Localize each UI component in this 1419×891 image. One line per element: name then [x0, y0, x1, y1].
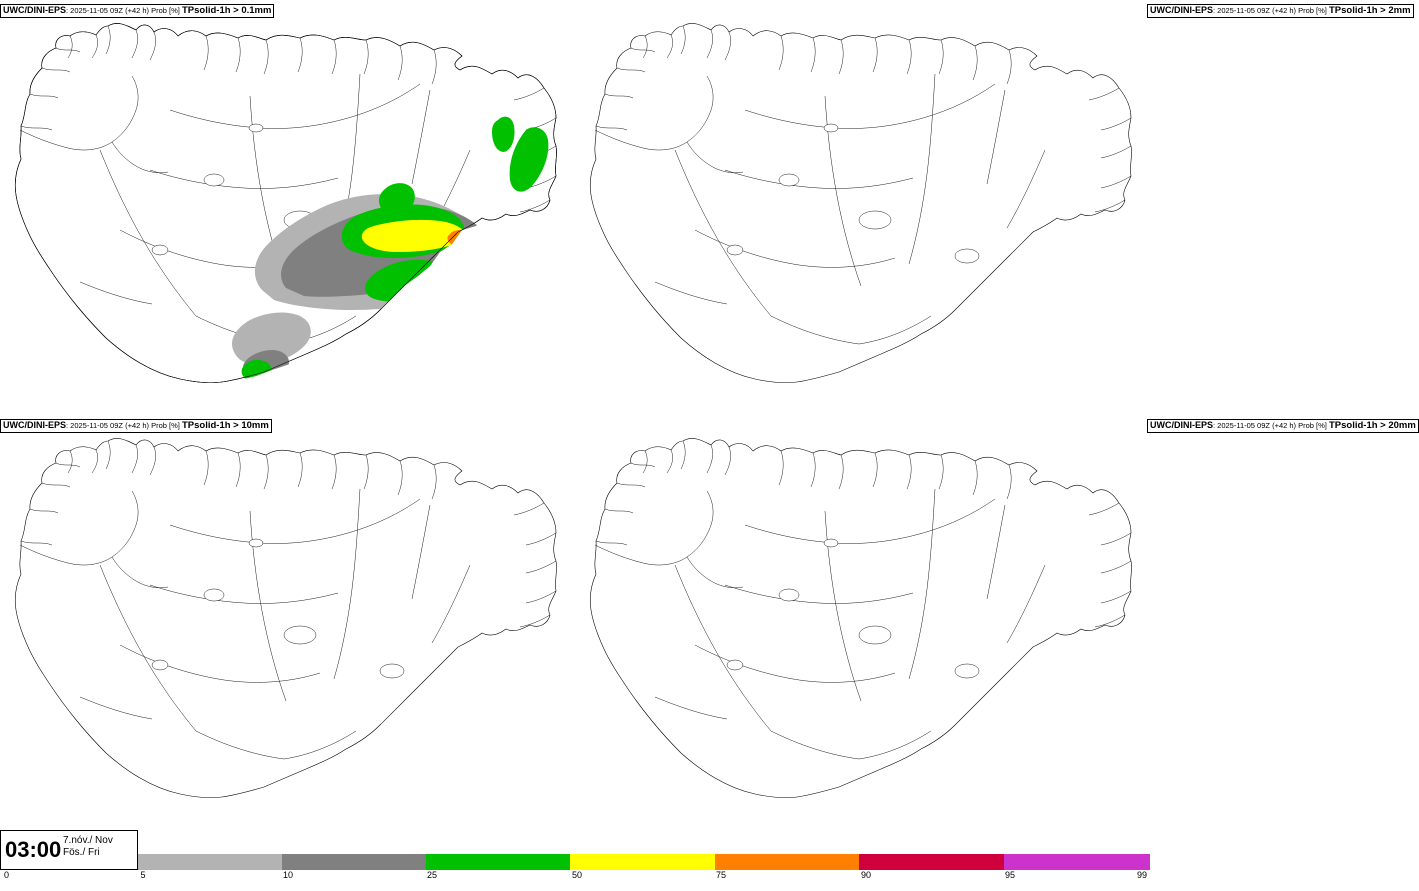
- colorbar-tick-90: 90: [860, 870, 872, 880]
- panel-tpsolid-0p1mm[interactable]: [0, 0, 575, 415]
- colorbar: [138, 854, 1150, 870]
- map-iceland-2mm: [575, 0, 1150, 415]
- forecast-meta: : 2025-11-05 09Z (+42 h) Prob [%]: [66, 421, 182, 430]
- valid-time: 03:00: [5, 837, 62, 862]
- colorbar-segment-50: [570, 854, 715, 870]
- threshold-label: TPsolid-1h > 0.1mm: [181, 5, 272, 16]
- panel-title-3: [1147, 419, 1419, 433]
- valid-time-box: [0, 830, 138, 870]
- forecast-meta: : 2025-11-05 09Z (+42 h) Prob [%]: [1213, 421, 1329, 430]
- colorbar-tick-99: 99: [1136, 870, 1148, 880]
- colorbar-segment-95: [1004, 854, 1150, 870]
- valid-date-line1: 7.nóv./ Nov: [63, 835, 113, 846]
- colorbar-tick-75: 75: [715, 870, 727, 880]
- forecast-meta: : 2025-11-05 09Z (+42 h) Prob [%]: [66, 6, 182, 15]
- colorbar-segment-5: [138, 854, 282, 870]
- colorbar-segment-25: [426, 854, 570, 870]
- colorbar-tick-25: 25: [426, 870, 438, 880]
- model-name: UWC/DINI-EPS: [1150, 420, 1213, 430]
- valid-date-line2: Fös./ Fri: [63, 847, 100, 858]
- forecast-meta: : 2025-11-05 09Z (+42 h) Prob [%]: [1213, 6, 1329, 15]
- map-iceland-20mm: [575, 415, 1150, 830]
- model-name: UWC/DINI-EPS: [3, 5, 66, 15]
- colorbar-tick-95: 95: [1004, 870, 1016, 880]
- colorbar-tick-50: 50: [571, 870, 583, 880]
- panel-title-1: [1147, 4, 1414, 18]
- footer: [0, 830, 1150, 891]
- coastline: [590, 438, 1131, 797]
- colorbar-tick-5: 5: [140, 870, 146, 880]
- map-iceland-10mm: [0, 415, 575, 830]
- panel-tpsolid-20mm[interactable]: [575, 415, 1416, 830]
- model-name: UWC/DINI-EPS: [1150, 5, 1213, 15]
- panel-tpsolid-10mm[interactable]: [0, 415, 575, 830]
- colorbar-tick-0: 0: [4, 870, 10, 880]
- colorbar-segment-75: [715, 854, 859, 870]
- coastline: [590, 23, 1131, 382]
- panel-title-2: [0, 419, 272, 433]
- coastline: [15, 438, 556, 797]
- map-iceland-0p1mm: [0, 0, 575, 415]
- threshold-label: TPsolid-1h > 20mm: [1328, 420, 1416, 431]
- threshold-label: TPsolid-1h > 10mm: [181, 420, 269, 431]
- model-name: UWC/DINI-EPS: [3, 420, 66, 430]
- colorbar-segment-90: [859, 854, 1004, 870]
- panel-tpsolid-2mm[interactable]: [575, 0, 1411, 415]
- panel-title-0: [0, 4, 274, 18]
- colorbar-tick-10: 10: [282, 870, 294, 880]
- valid-date: [63, 835, 113, 859]
- colorbar-labels: [0, 870, 1150, 884]
- colorbar-segment-10: [282, 854, 426, 870]
- threshold-label: TPsolid-1h > 2mm: [1328, 5, 1411, 16]
